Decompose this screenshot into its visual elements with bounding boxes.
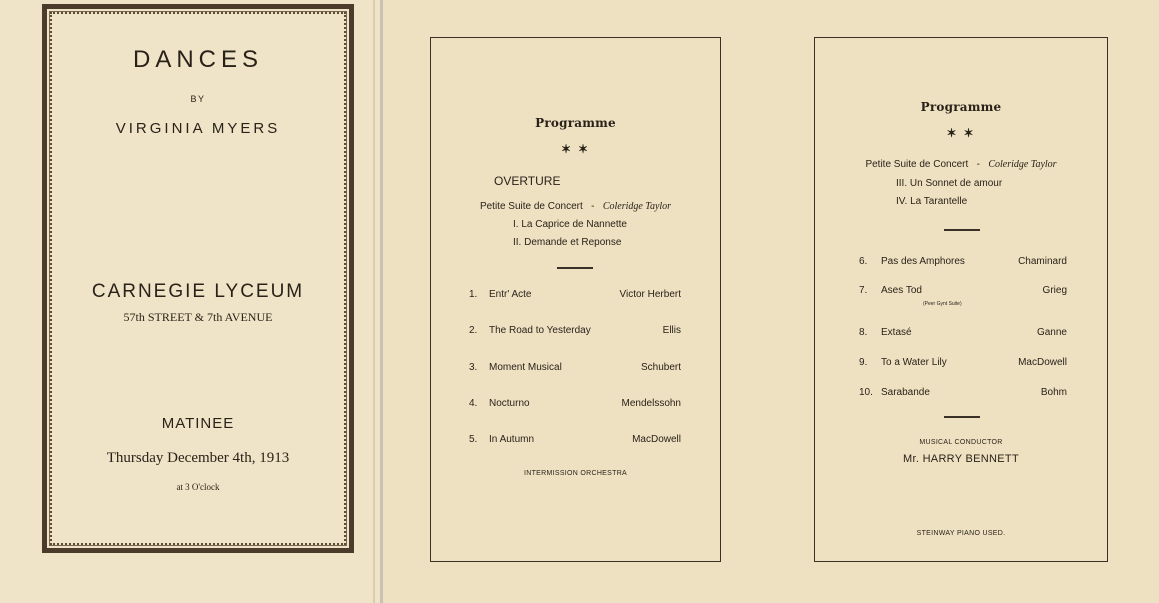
item-number: 3. [469,362,478,373]
item-title: Extasé [881,327,912,338]
item-title: Entr' Acte [489,289,532,300]
item-title: The Road to Yesterday [489,325,591,336]
decorative-border [42,4,354,553]
item-composer: Schubert [640,362,681,373]
item-number: 2. [469,325,478,336]
left-panel [430,37,721,562]
suite-part: III. Un Sonnet de amour [896,178,1003,189]
suite-composer: Coleridge Taylor [988,159,1057,170]
item-number: 10. [859,387,873,398]
item-number: 6. [859,256,868,267]
cover-event: MATINEE [161,415,235,432]
item-composer: Grieg [1042,285,1067,296]
intermission-note: INTERMISSION ORCHESTRA [523,470,628,477]
item-number: 8. [859,327,868,338]
suite-dash: - [591,201,595,212]
item-composer: Ellis [662,325,681,336]
item-composer: Mendelssohn [621,398,681,409]
cover-page [0,0,380,603]
divider [944,229,980,231]
item-title: Sarabande [881,387,930,398]
divider [557,267,593,269]
suite-line [431,201,720,212]
item-composer: Bohm [1040,387,1067,398]
conductor-label: MUSICAL CONDUCTOR [919,439,1003,446]
cover-time: at 3 O'clock [176,482,220,492]
suite-part: IV. La Tarantelle [896,196,968,207]
suite-line [815,159,1107,170]
item-title: Ases Tod [881,285,922,296]
cover-address: 57th STREET & 7th AVENUE [123,310,273,324]
cover-performer: VIRGINIA MYERS [115,120,281,137]
item-composer: Victor Herbert [619,289,681,300]
item-number: 1. [469,289,478,300]
programme-heading: Programme [920,100,1002,114]
item-composer: MacDowell [1018,357,1067,368]
suite-title: Petite Suite de Concert [479,201,583,212]
item-title: To a Water Lily [881,357,947,368]
item-number: 4. [469,398,478,409]
divider [944,416,980,418]
item-number: 7. [859,285,868,296]
piano-note: STEINWAY PIANO USED. [916,530,1006,537]
item-note: (Peer Gynt Suite) [923,301,962,307]
cover-venue: CARNEGIE LYCEUM [91,281,305,302]
ornament-icon: ✶ ✶ [560,142,591,156]
cover-by: BY [190,94,206,104]
suite-composer: Coleridge Taylor [602,201,672,212]
suite-part: II. Demande et Reponse [513,237,622,248]
item-title: Moment Musical [489,362,562,373]
programme-heading: Programme [535,116,616,130]
cover-title: DANCES [132,46,264,73]
item-composer: Ganne [1036,327,1067,338]
item-number: 9. [859,357,868,368]
item-title: Nocturno [489,398,530,409]
suite-title: Petite Suite de Concert [865,159,969,170]
page-fold [373,0,375,603]
item-composer: Chaminard [1018,256,1067,267]
item-title: Pas des Amphores [881,256,965,267]
item-title: In Autumn [489,434,535,445]
cover-date: Thursday December 4th, 1913 [106,450,290,466]
suite-dash: - [976,159,980,170]
conductor-name: Mr. HARRY BENNETT [903,453,1019,465]
item-number: 5. [469,434,478,445]
item-composer: MacDowell [632,434,681,445]
suite-part: I. La Caprice de Nannette [513,219,627,230]
right-panel [814,37,1108,562]
ornament-icon: ✶ ✶ [946,126,976,140]
overture-heading: OVERTURE [494,174,561,188]
inside-spread [383,0,1159,603]
